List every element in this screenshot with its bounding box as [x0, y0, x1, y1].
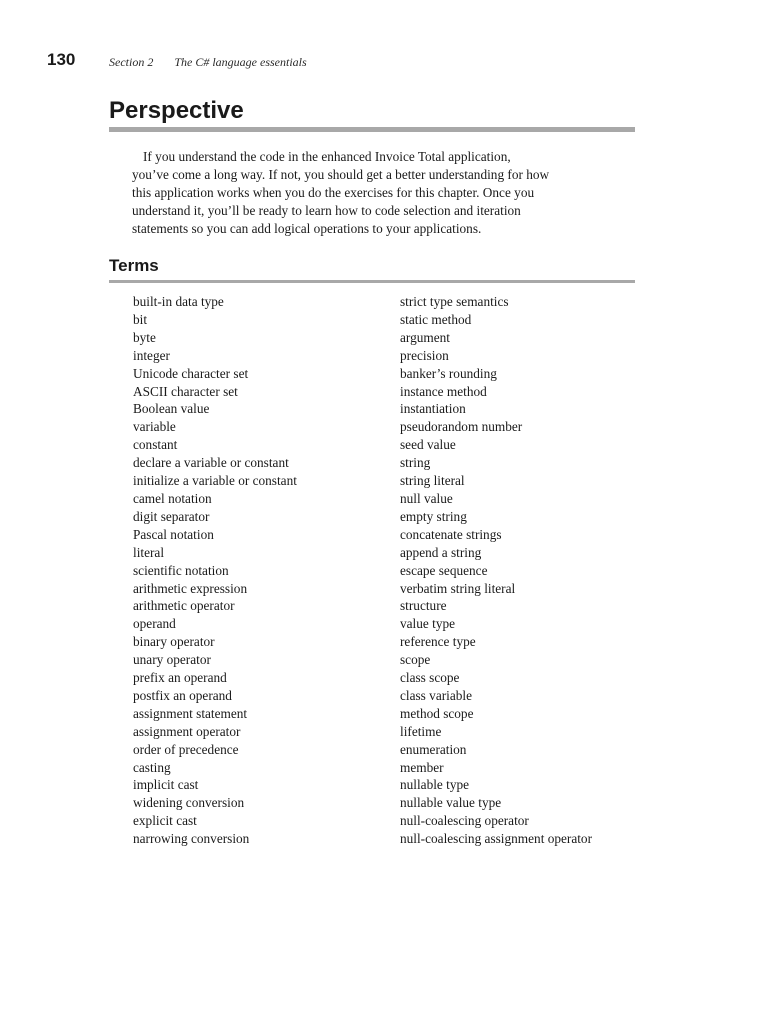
heading-rule — [109, 280, 635, 283]
term-item: banker’s rounding — [400, 365, 497, 381]
term-item: implicit cast — [133, 777, 199, 793]
term-item: reference type — [400, 634, 476, 650]
term-item: narrowing conversion — [133, 831, 250, 847]
heading-rule — [109, 127, 635, 132]
term-item: string — [400, 455, 431, 471]
term-item: nullable value type — [400, 795, 502, 811]
term-item: constant — [133, 437, 178, 453]
running-head — [109, 55, 307, 69]
term-item: pseudorandom number — [400, 419, 523, 435]
perspective-heading: Perspective — [109, 97, 244, 124]
term-item: instantiation — [400, 401, 466, 417]
term-item: empty string — [400, 508, 467, 524]
term-item: Boolean value — [133, 401, 210, 417]
term-item: prefix an operand — [133, 670, 227, 686]
term-item: declare a variable or constant — [133, 455, 289, 471]
paragraph-line: understand it, you’ll be ready to learn how to code selection and iteration — [132, 203, 521, 218]
term-item: argument — [400, 329, 450, 345]
perspective-paragraph — [132, 148, 602, 238]
term-item: bit — [133, 311, 148, 327]
term-item: class scope — [400, 670, 460, 686]
term-item: null-coalescing operator — [400, 813, 529, 829]
term-item: nullable type — [400, 777, 470, 793]
term-item: member — [400, 759, 444, 775]
terms-column-2 — [400, 293, 592, 848]
term-item: class variable — [400, 687, 472, 703]
paragraph-line: this application works when you do the exercises for this chapter. Once you — [132, 185, 535, 200]
term-item: unary operator — [133, 652, 211, 668]
term-item: binary operator — [133, 634, 215, 650]
term-item: built-in data type — [133, 294, 224, 309]
term-item: byte — [133, 329, 156, 345]
paragraph-line: you’ve come a long way. If not, you should get a better understanding for how — [132, 167, 550, 182]
term-item: integer — [133, 347, 170, 363]
term-item: camel notation — [133, 490, 212, 506]
term-item: lifetime — [400, 723, 442, 739]
paragraph-line: If you understand the code in the enhanced Invoice Total application, — [143, 149, 511, 164]
term-item: scientific notation — [133, 562, 229, 578]
chapter-title: The C# language essentials — [174, 55, 307, 69]
term-item: explicit cast — [133, 813, 197, 829]
term-item: value type — [400, 616, 456, 632]
term-item: operand — [133, 616, 176, 632]
term-item: instance method — [400, 383, 487, 399]
term-item: assignment operator — [133, 723, 241, 739]
page-number: 130 — [47, 50, 76, 69]
term-item: variable — [133, 419, 176, 435]
term-item: arithmetic operator — [133, 598, 235, 614]
term-item: digit separator — [133, 508, 210, 524]
term-item: concatenate strings — [400, 526, 502, 542]
term-item: assignment statement — [133, 705, 248, 721]
term-item: literal — [133, 544, 165, 560]
term-item: scope — [400, 652, 431, 668]
term-item: arithmetic expression — [133, 580, 248, 596]
terms-column-1 — [133, 293, 297, 848]
term-item: initialize a variable or constant — [133, 473, 297, 489]
term-item: order of precedence — [133, 741, 239, 757]
term-item: null-coalescing assignment operator — [400, 831, 593, 847]
term-item: enumeration — [400, 741, 467, 757]
term-item: null value — [400, 490, 453, 506]
term-item: verbatim string literal — [400, 580, 516, 596]
term-item: seed value — [400, 437, 456, 453]
term-item: casting — [133, 759, 171, 775]
term-item: postfix an operand — [133, 687, 232, 703]
section-label: Section 2 — [109, 55, 154, 69]
term-item: append a string — [400, 544, 482, 560]
term-item: precision — [400, 347, 449, 363]
term-item: structure — [400, 598, 447, 614]
term-item: method scope — [400, 705, 474, 721]
term-item: widening conversion — [133, 795, 245, 811]
term-item: Unicode character set — [133, 365, 249, 381]
term-item: Pascal notation — [133, 526, 214, 542]
term-item: escape sequence — [400, 562, 488, 578]
term-item: strict type semantics — [400, 294, 509, 309]
term-item: string literal — [400, 473, 465, 489]
paragraph-line: statements so you can add logical operations to your applications. — [132, 221, 482, 236]
terms-heading: Terms — [109, 256, 159, 275]
term-item: static method — [400, 311, 472, 327]
term-item: ASCII character set — [133, 383, 238, 399]
